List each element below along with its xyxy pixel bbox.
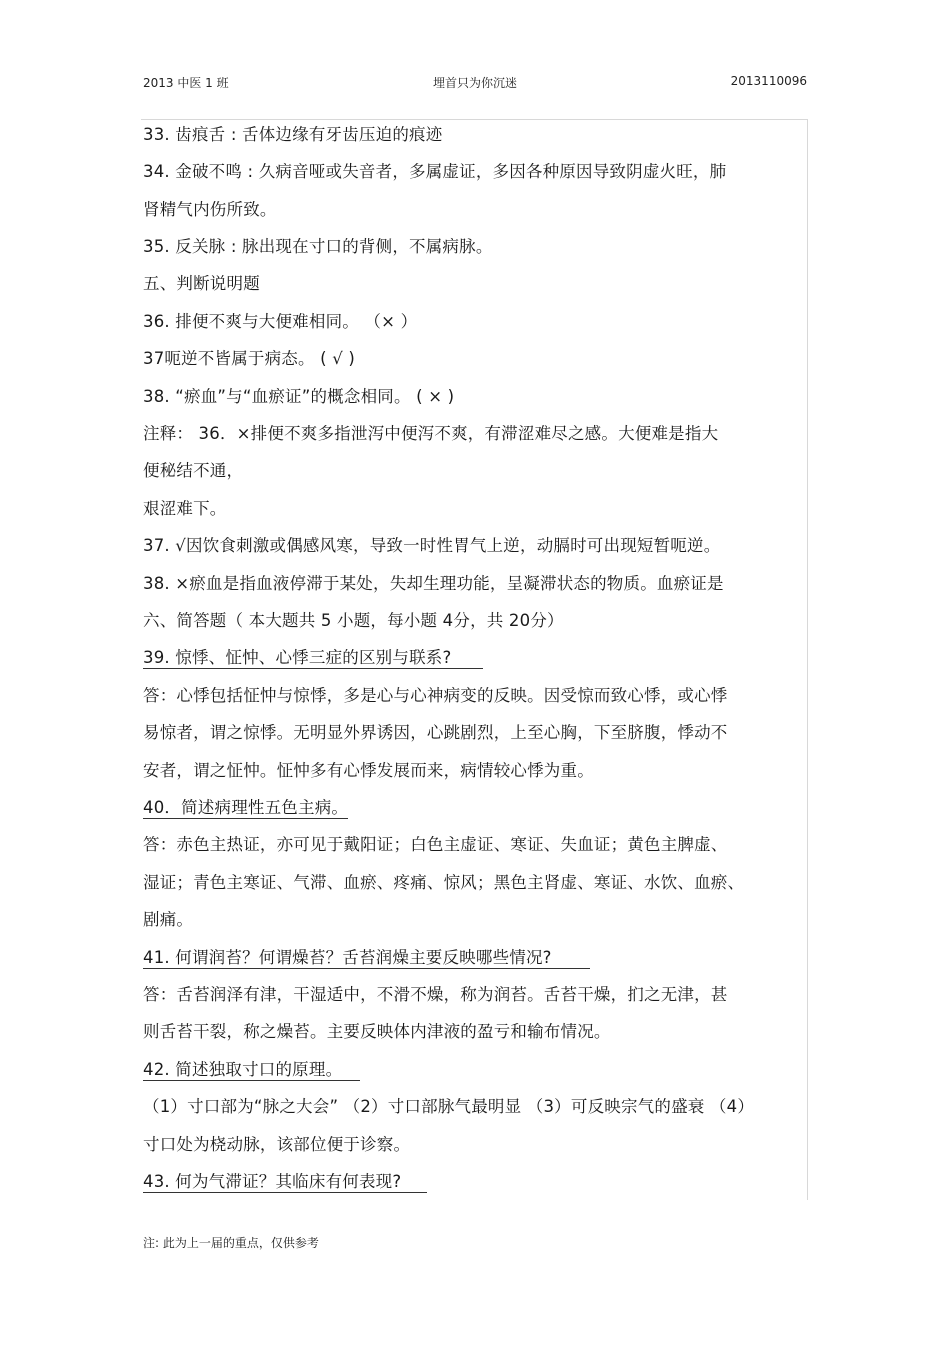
text-line: （1）寸口部为“脉之大会” （2）寸口部脉气最明显 （3）可反映宗气的盛衰 （4） — [143, 1097, 755, 1116]
text-line: 肾精气内伤所致。 — [143, 200, 277, 219]
footer-note: 注: 此为上一届的重点，仅供参考 — [143, 1236, 319, 1250]
text-line: 37. √因饮食刺激或偶感风寒，导致一时性胃气上逆，动膈时可出现短暂呃逆。 — [143, 536, 721, 555]
header-title: 埋首只为你沉迷 — [432, 76, 517, 90]
question-heading — [143, 796, 348, 820]
text-line: 答：赤色主热证，亦可见于戴阳证；白色主虚证、寒证、失血证；黄色主脾虚、 — [143, 835, 728, 854]
text-line: 便秘结不通， — [143, 461, 244, 480]
header-student-id: 2013110096 — [730, 74, 807, 88]
question-heading — [143, 946, 590, 970]
question-text: 39. 惊悸、怔忡、心悸三症的区别与联系? — [143, 648, 483, 669]
text-line: 38. “瘀血”与“血瘀证”的概念相同。 ( × ) — [143, 387, 455, 406]
text-line: 艰涩难下。 — [143, 499, 227, 518]
text-line: 34. 金破不鸣 : 久病音哑或失音者，多属虚证，多因各种原因导致阴虚火旺，肺 — [143, 162, 727, 181]
question-heading — [143, 1170, 427, 1194]
text-line: 答：心悸包括怔忡与惊悸，多是心与心神病变的反映。因受惊而致心悸，或心悸 — [143, 686, 728, 705]
question-heading — [143, 646, 483, 670]
text-line: 注释： 36．×排便不爽多指泄泻中便泻不爽，有滞涩难尽之感。大便难是指大 — [143, 424, 719, 443]
text-line: 36. 排便不爽与大便难相同。 （× ） — [143, 312, 418, 331]
section-heading: 六、简答题（ 本大题共 5 小题，每小题 4分，共 20分） — [143, 611, 564, 630]
header-class-label: 2013 中医 1 班 — [143, 76, 229, 90]
section-heading: 五、判断说明题 — [143, 274, 260, 293]
text-line: 37呃逆不皆属于病态。 ( √ ) — [143, 349, 356, 368]
text-line: 寸口处为桡动脉，该部位便于诊察。 — [143, 1135, 411, 1154]
question-text: 40．简述病理性五色主病。 — [143, 798, 349, 817]
text-line: 易惊者，谓之惊悸。无明显外界诱因，心跳剧烈，上至心胸，下至脐腹，悸动不 — [143, 723, 728, 742]
question-heading — [143, 1058, 360, 1082]
text-line: 安者，谓之怔忡。怔忡多有心悸发展而来，病情较心悸为重。 — [143, 761, 594, 780]
text-line: 答：舌苔润泽有津，干湿适中，不滑不燥，称为润苔。舌苔干燥，扪之无津，甚 — [143, 985, 728, 1004]
text-line: 湿证；青色主寒证、气滞、血瘀、疼痛、惊风；黑色主肾虚、寒证、水饮、血瘀、 — [143, 873, 745, 892]
question-text: 43. 何为气滞证？其临床有何表现? — [143, 1172, 427, 1193]
text-line: 38. ×瘀血是指血液停滞于某处，失却生理功能，呈凝滞状态的物质。血瘀证是 — [143, 574, 724, 593]
question-text: 42. 简述独取寸口的原理。 — [143, 1060, 360, 1081]
text-line: 33. 齿痕舌 : 舌体边缘有牙齿压迫的痕迹 — [143, 125, 443, 144]
text-line: 35. 反关脉 : 脉出现在寸口的背侧，不属病脉。 — [143, 237, 493, 256]
text-line: 则舌苔干裂，称之燥苔。主要反映体内津液的盈亏和输布情况。 — [143, 1022, 611, 1041]
text-line: 剧痛。 — [143, 910, 194, 929]
question-text: 41. 何谓润苔？何谓燥苔？舌苔润燥主要反映哪些情况? — [143, 948, 590, 969]
